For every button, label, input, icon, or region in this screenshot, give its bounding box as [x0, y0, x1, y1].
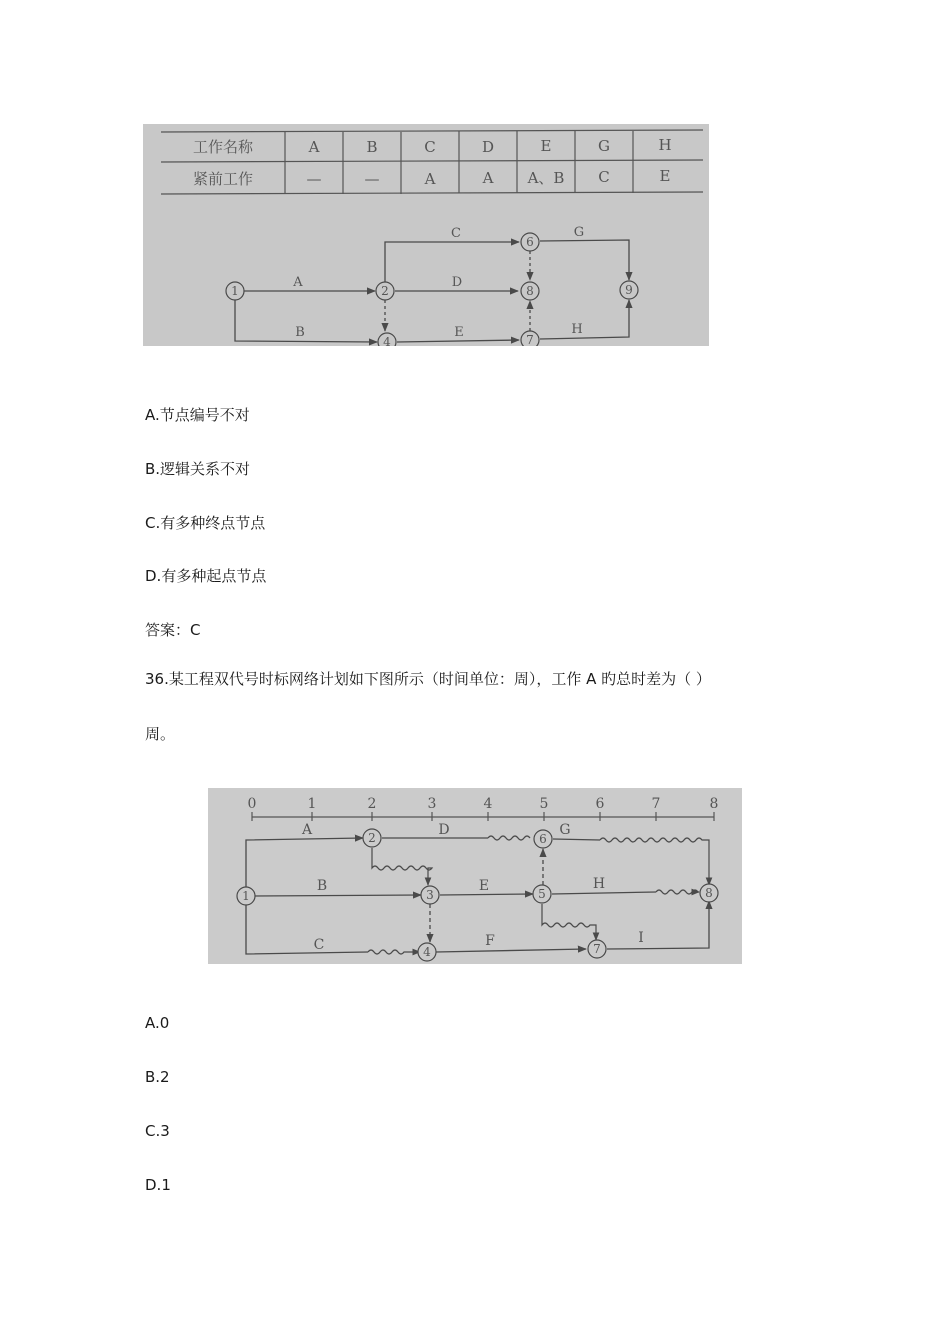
q36-question-line1: 36.某工程双代号时标网络计划如下图所示（时间单位：周），工作 A 旳总时差为（ ） — [145, 670, 711, 688]
activity-label: E — [478, 878, 490, 894]
activity-label: B — [316, 878, 328, 894]
activity-label: A — [293, 275, 303, 290]
node-label: 7 — [526, 333, 534, 346]
node-label: 4 — [383, 335, 391, 346]
wavy-line — [542, 904, 596, 940]
scale-label: 8 — [709, 796, 719, 812]
node-label: 6 — [526, 235, 534, 249]
node-label: 9 — [625, 283, 633, 297]
activity-label: C — [451, 226, 461, 241]
q35-answer: 答案：C — [145, 621, 201, 639]
table-header-cell: D — [481, 138, 495, 156]
activity-c-arrow — [246, 904, 368, 954]
table-header-cell: G — [598, 137, 610, 155]
table-row-cell: C — [598, 168, 610, 186]
q35-option-a: A.节点编号不对 — [145, 406, 250, 424]
node-label: 3 — [426, 888, 434, 902]
scale-label: 4 — [483, 796, 493, 812]
node-label: 7 — [593, 942, 601, 956]
network-figure-2 — [208, 788, 742, 964]
network-figure-1 — [143, 124, 709, 346]
activity-label: H — [571, 322, 583, 337]
table-header-cell: H — [658, 136, 672, 154]
table-header-cell: A — [308, 138, 320, 156]
table-row-cell: — — [306, 170, 322, 188]
table-row-cell: E — [659, 167, 671, 185]
q36-option-b: B.2 — [145, 1068, 170, 1086]
activity-label: I — [638, 930, 644, 946]
node-label: 8 — [705, 886, 713, 900]
activity-label: E — [454, 325, 464, 340]
table-header-cell: E — [540, 137, 552, 155]
table-row-cell: A — [482, 169, 494, 187]
scale-label: 2 — [367, 796, 377, 812]
q35-option-d: D.有多种起点节点 — [145, 567, 267, 585]
activity-g-arrow — [540, 240, 629, 280]
q36-option-d: D.1 — [145, 1176, 171, 1194]
q35-option-b: B.逻辑关系不对 — [145, 460, 251, 478]
activity-b-arrow — [254, 895, 421, 896]
wavy-line — [656, 890, 699, 894]
activity-label: C — [313, 937, 325, 953]
table-row-cell: — — [364, 170, 380, 188]
activity-b-arrow — [235, 299, 377, 342]
scale-label: 3 — [427, 796, 437, 812]
scale-label: 7 — [651, 796, 661, 812]
q36-option-a: A.0 — [145, 1014, 170, 1032]
activity-label: G — [573, 225, 585, 240]
activity-f-arrow — [436, 949, 586, 952]
activity-label: D — [451, 275, 463, 290]
q35-option-c: C.有多种终点节点 — [145, 514, 266, 532]
table-row-cell: A — [424, 170, 436, 188]
node-label: 2 — [381, 284, 389, 298]
node-label: 4 — [423, 945, 431, 959]
activity-a-arrow — [246, 838, 363, 888]
wavy-line — [600, 838, 709, 885]
activity-label: D — [438, 822, 450, 838]
table-header-cell: 工作名称 — [192, 138, 254, 156]
scale-label: 5 — [539, 796, 549, 812]
activity-e-arrow — [440, 894, 533, 895]
table-row-cell: A、B — [527, 169, 565, 187]
wavy-line — [488, 836, 530, 840]
scale-label: 6 — [595, 796, 605, 812]
activity-label: F — [485, 933, 495, 949]
activity-i-arrow — [607, 901, 709, 949]
scale-label: 0 — [247, 796, 257, 812]
node-label: 1 — [231, 284, 239, 298]
node-label: 5 — [538, 887, 546, 901]
table-header-cell: C — [424, 138, 436, 156]
node-label: 8 — [526, 284, 534, 298]
q36-question-line2: 周。 — [145, 725, 176, 743]
activity-g-arrow — [553, 839, 600, 840]
node-label: 6 — [539, 832, 547, 846]
wavy-line — [372, 848, 432, 885]
node-label: 1 — [242, 889, 250, 903]
activity-label: G — [559, 822, 571, 838]
node-label: 2 — [368, 831, 376, 845]
activity-e-arrow — [397, 340, 519, 342]
q36-option-c: C.3 — [145, 1122, 170, 1140]
table-row-cell: 紧前工作 — [192, 170, 254, 188]
wavy-line — [368, 950, 420, 954]
table-header-cell: B — [366, 138, 378, 156]
activity-label: A — [301, 822, 313, 838]
activity-h-arrow — [540, 300, 629, 339]
scale-label: 1 — [307, 796, 317, 812]
activity-h-arrow — [552, 892, 656, 894]
activity-label: H — [592, 876, 606, 892]
activity-label: B — [295, 325, 305, 340]
